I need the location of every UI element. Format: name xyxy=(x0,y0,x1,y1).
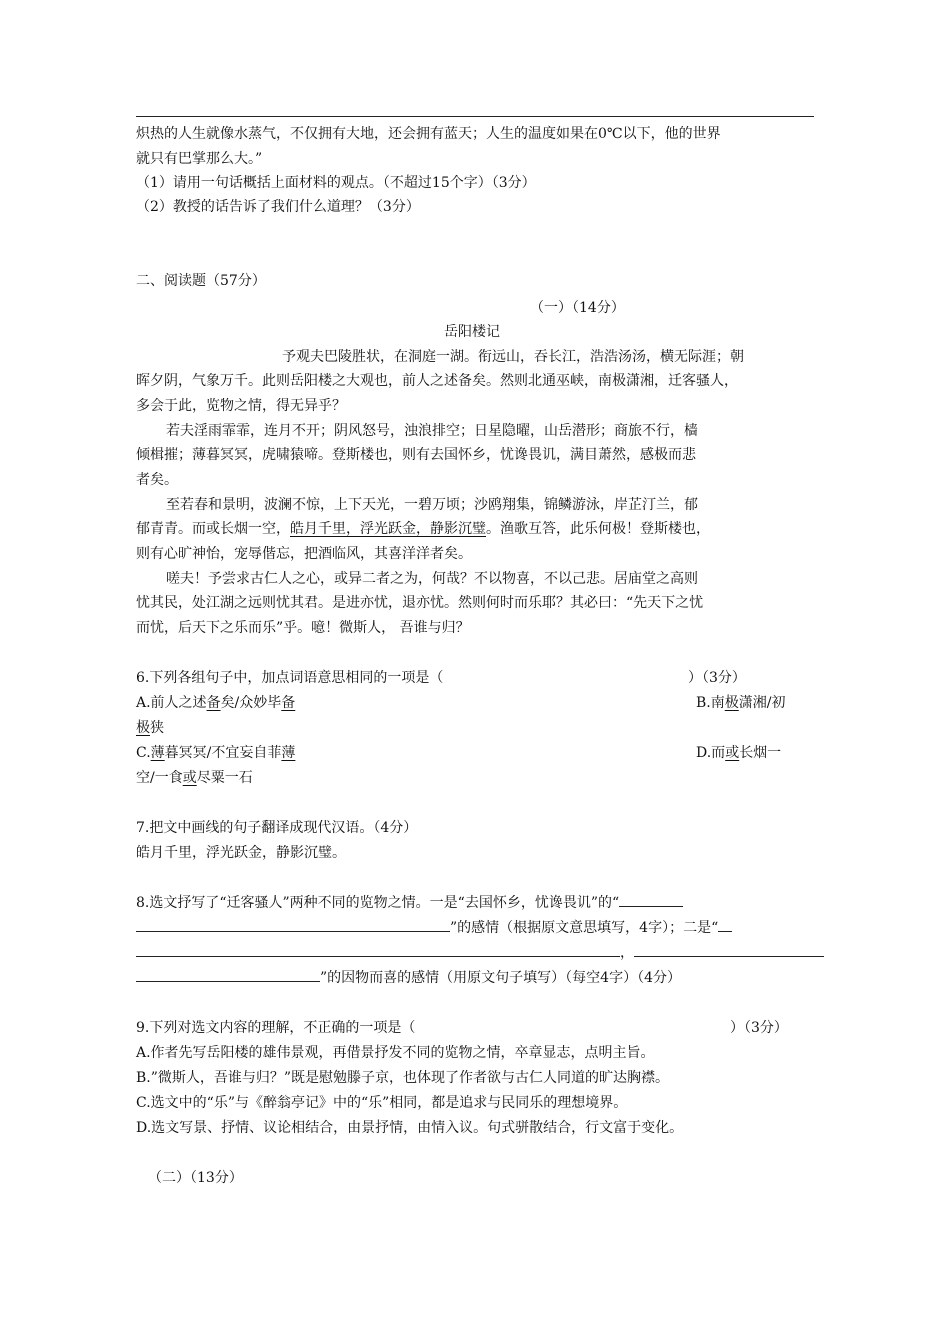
passage-title: 岳阳楼记 xyxy=(444,324,500,340)
q6-a-part: A.前人之述 xyxy=(136,695,207,711)
q6-score: ）（3分） xyxy=(688,670,746,686)
passage-p1-line-1: 予观夫巴陵胜状，在洞庭一湖。衔远山，吞长江，浩浩汤汤，横无际涯；朝 xyxy=(282,349,744,365)
q6-c-part: C. xyxy=(136,745,151,761)
q9-stem: 9.下列对选文内容的理解，不正确的一项是（ xyxy=(136,1020,416,1036)
q8-text: ”的因物而喜的感情（用原文句子填写）（每空4字）（4分） xyxy=(320,970,681,986)
q7-sentence: 皓月千里，浮光跃金，静影沉璧。 xyxy=(136,845,346,861)
q8-blank-1a[interactable] xyxy=(619,892,683,907)
q6-d-part: 尽粟一石 xyxy=(196,770,253,786)
q6-a-dotted-word: 备 xyxy=(281,695,296,711)
intro-question-2: （2）教授的话告诉了我们什么道理？（3分） xyxy=(136,199,420,215)
passage-p1-line-2: 晖夕阴，气象万千。此则岳阳楼之大观也，前人之述备矣。然则北通巫峡，南极潇湘，迁客骚人， xyxy=(136,373,738,389)
q8-line-3 xyxy=(136,941,824,965)
intro-line-1: 炽热的人生就像水蒸气，不仅拥有大地，还会拥有蓝天；人生的温度如果在0℃以下，他的世界 xyxy=(136,126,721,142)
q9-option-b: B.”微斯人，吾谁与归？”既是慰勉滕子京，也体现了作者欲与古仁人同道的旷达胸襟。 xyxy=(136,1070,670,1086)
q6-b-dotted-word: 极 xyxy=(724,695,739,711)
passage-p4-line-2: 忧其民，处江湖之远则忧其君。是进亦忧，退亦忧。然则何时而乐耶？其必曰：“先天下之忧 xyxy=(136,595,704,611)
q6-b-part: 狭 xyxy=(150,720,164,736)
q6-option-d xyxy=(696,741,781,765)
section-2-heading: 二、阅读题（57分） xyxy=(136,273,266,289)
q9-option-d: D.选文写景、抒情、议论相结合，由景抒情，由情入议。句式骈散结合，行文富于变化。 xyxy=(136,1120,684,1136)
passage-p3-line-1: 至若春和景明，波澜不惊，上下天光，一碧万顷；沙鸥翔集，锦鳞游泳，岸芷汀兰，郁 xyxy=(166,497,698,513)
q6-a-dotted-word: 备 xyxy=(206,695,221,711)
q6-a-part: 矣/众妙毕 xyxy=(220,695,282,711)
q6-option-b-cont xyxy=(136,716,164,740)
q6-c-part: 暮冥冥/不宜妄自菲 xyxy=(164,745,282,761)
q6-d-part: 长烟一 xyxy=(739,745,782,761)
intro-question-1: （1）请用一句话概括上面材料的观点。（不超过15个字）（3分） xyxy=(136,175,536,191)
q8-line-4 xyxy=(136,966,681,990)
q6-option-d-cont xyxy=(136,766,253,790)
q8-text: 8.选文抒写了“迁客骚人”两种不同的览物之情。一是“去国怀乡，忧谗畏讥”的“ xyxy=(136,895,620,911)
q6-b-dotted-word: 极 xyxy=(136,720,150,736)
passage-p4-line-3: 而忧，后天下之乐而乐”乎。噫！微斯人， 吾谁与归？ xyxy=(136,620,470,636)
part-2-heading: （二）（13分） xyxy=(148,1170,243,1186)
q6-b-part: 潇湘/初 xyxy=(738,695,786,711)
passage-p3-line-2 xyxy=(136,517,710,541)
q6-b-part: B.南 xyxy=(696,695,725,711)
passage-p3-line-3: 则有心旷神怡，宠辱偕忘，把酒临风，其喜洋洋者矣。 xyxy=(136,546,472,562)
part-1-heading: （一）（14分） xyxy=(530,300,625,316)
q8-comma: ， xyxy=(620,945,634,961)
passage-p1-line-3: 多会于此，览物之情，得无异乎？ xyxy=(136,398,346,414)
q6-option-b xyxy=(696,691,785,715)
q6-c-dotted-word: 薄 xyxy=(281,745,296,761)
q6-option-a xyxy=(136,691,295,715)
q8-blank-2b[interactable] xyxy=(136,942,620,957)
passage-p2-line-3: 者矣。 xyxy=(136,472,178,488)
intro-line-2: 就只有巴掌那么大。” xyxy=(136,151,263,167)
q6-d-dotted-word: 或 xyxy=(182,770,197,786)
q6-c-dotted-word: 薄 xyxy=(150,745,165,761)
q9-option-a: A.作者先写岳阳楼的雄伟景观，再借景抒发不同的览物之情，卒章显志，点明主旨。 xyxy=(136,1045,655,1061)
q8-blank-3a[interactable] xyxy=(634,942,824,957)
passage-p4-line-1: 嗟夫！予尝求古仁人之心，或异二者之为，何哉？不以物喜，不以己悲。居庙堂之高则 xyxy=(166,571,698,587)
q8-line-1 xyxy=(136,891,683,915)
underlined-sentence: 皓月千里，浮光跃金，静影沉璧 xyxy=(290,521,486,537)
q8-blank-3b[interactable] xyxy=(136,967,320,982)
p3-text-b: 。渔歌互答，此乐何极！登斯楼也， xyxy=(486,521,710,537)
top-rule xyxy=(136,116,814,117)
passage-p2-line-1: 若夫淫雨霏霏，连月不开；阴风怒号，浊浪排空；日星隐曜，山岳潜形；商旅不行，樯 xyxy=(166,423,698,439)
q8-text: ”的感情（根据原文意思填写，4字）；二是“ xyxy=(450,920,719,936)
q7-stem: 7.把文中画线的句子翻译成现代汉语。（4分） xyxy=(136,820,418,836)
q8-line-2 xyxy=(136,916,732,940)
q9-score: ）（3分） xyxy=(730,1020,788,1036)
q6-d-dotted-word: 或 xyxy=(725,745,740,761)
q9-option-c: C.选文中的“乐”与《醉翁亭记》中的“乐”相同，都是追求与民同乐的理想境界。 xyxy=(136,1095,628,1111)
p3-text-a: 郁青青。而或长烟一空， xyxy=(136,521,290,537)
q6-d-part: D.而 xyxy=(696,745,726,761)
passage-p2-line-2: 倾楫摧；薄暮冥冥，虎啸猿啼。登斯楼也，则有去国怀乡，忧谗畏讥，满目萧然，感极而悲 xyxy=(136,447,696,463)
q6-stem: 6.下列各组句子中，加点词语意思相同的一项是（ xyxy=(136,670,444,686)
q8-blank-2a[interactable] xyxy=(718,917,732,932)
q6-d-part: 空/一食 xyxy=(136,770,183,786)
q8-blank-1b[interactable] xyxy=(136,917,450,932)
q6-option-c xyxy=(136,741,295,765)
